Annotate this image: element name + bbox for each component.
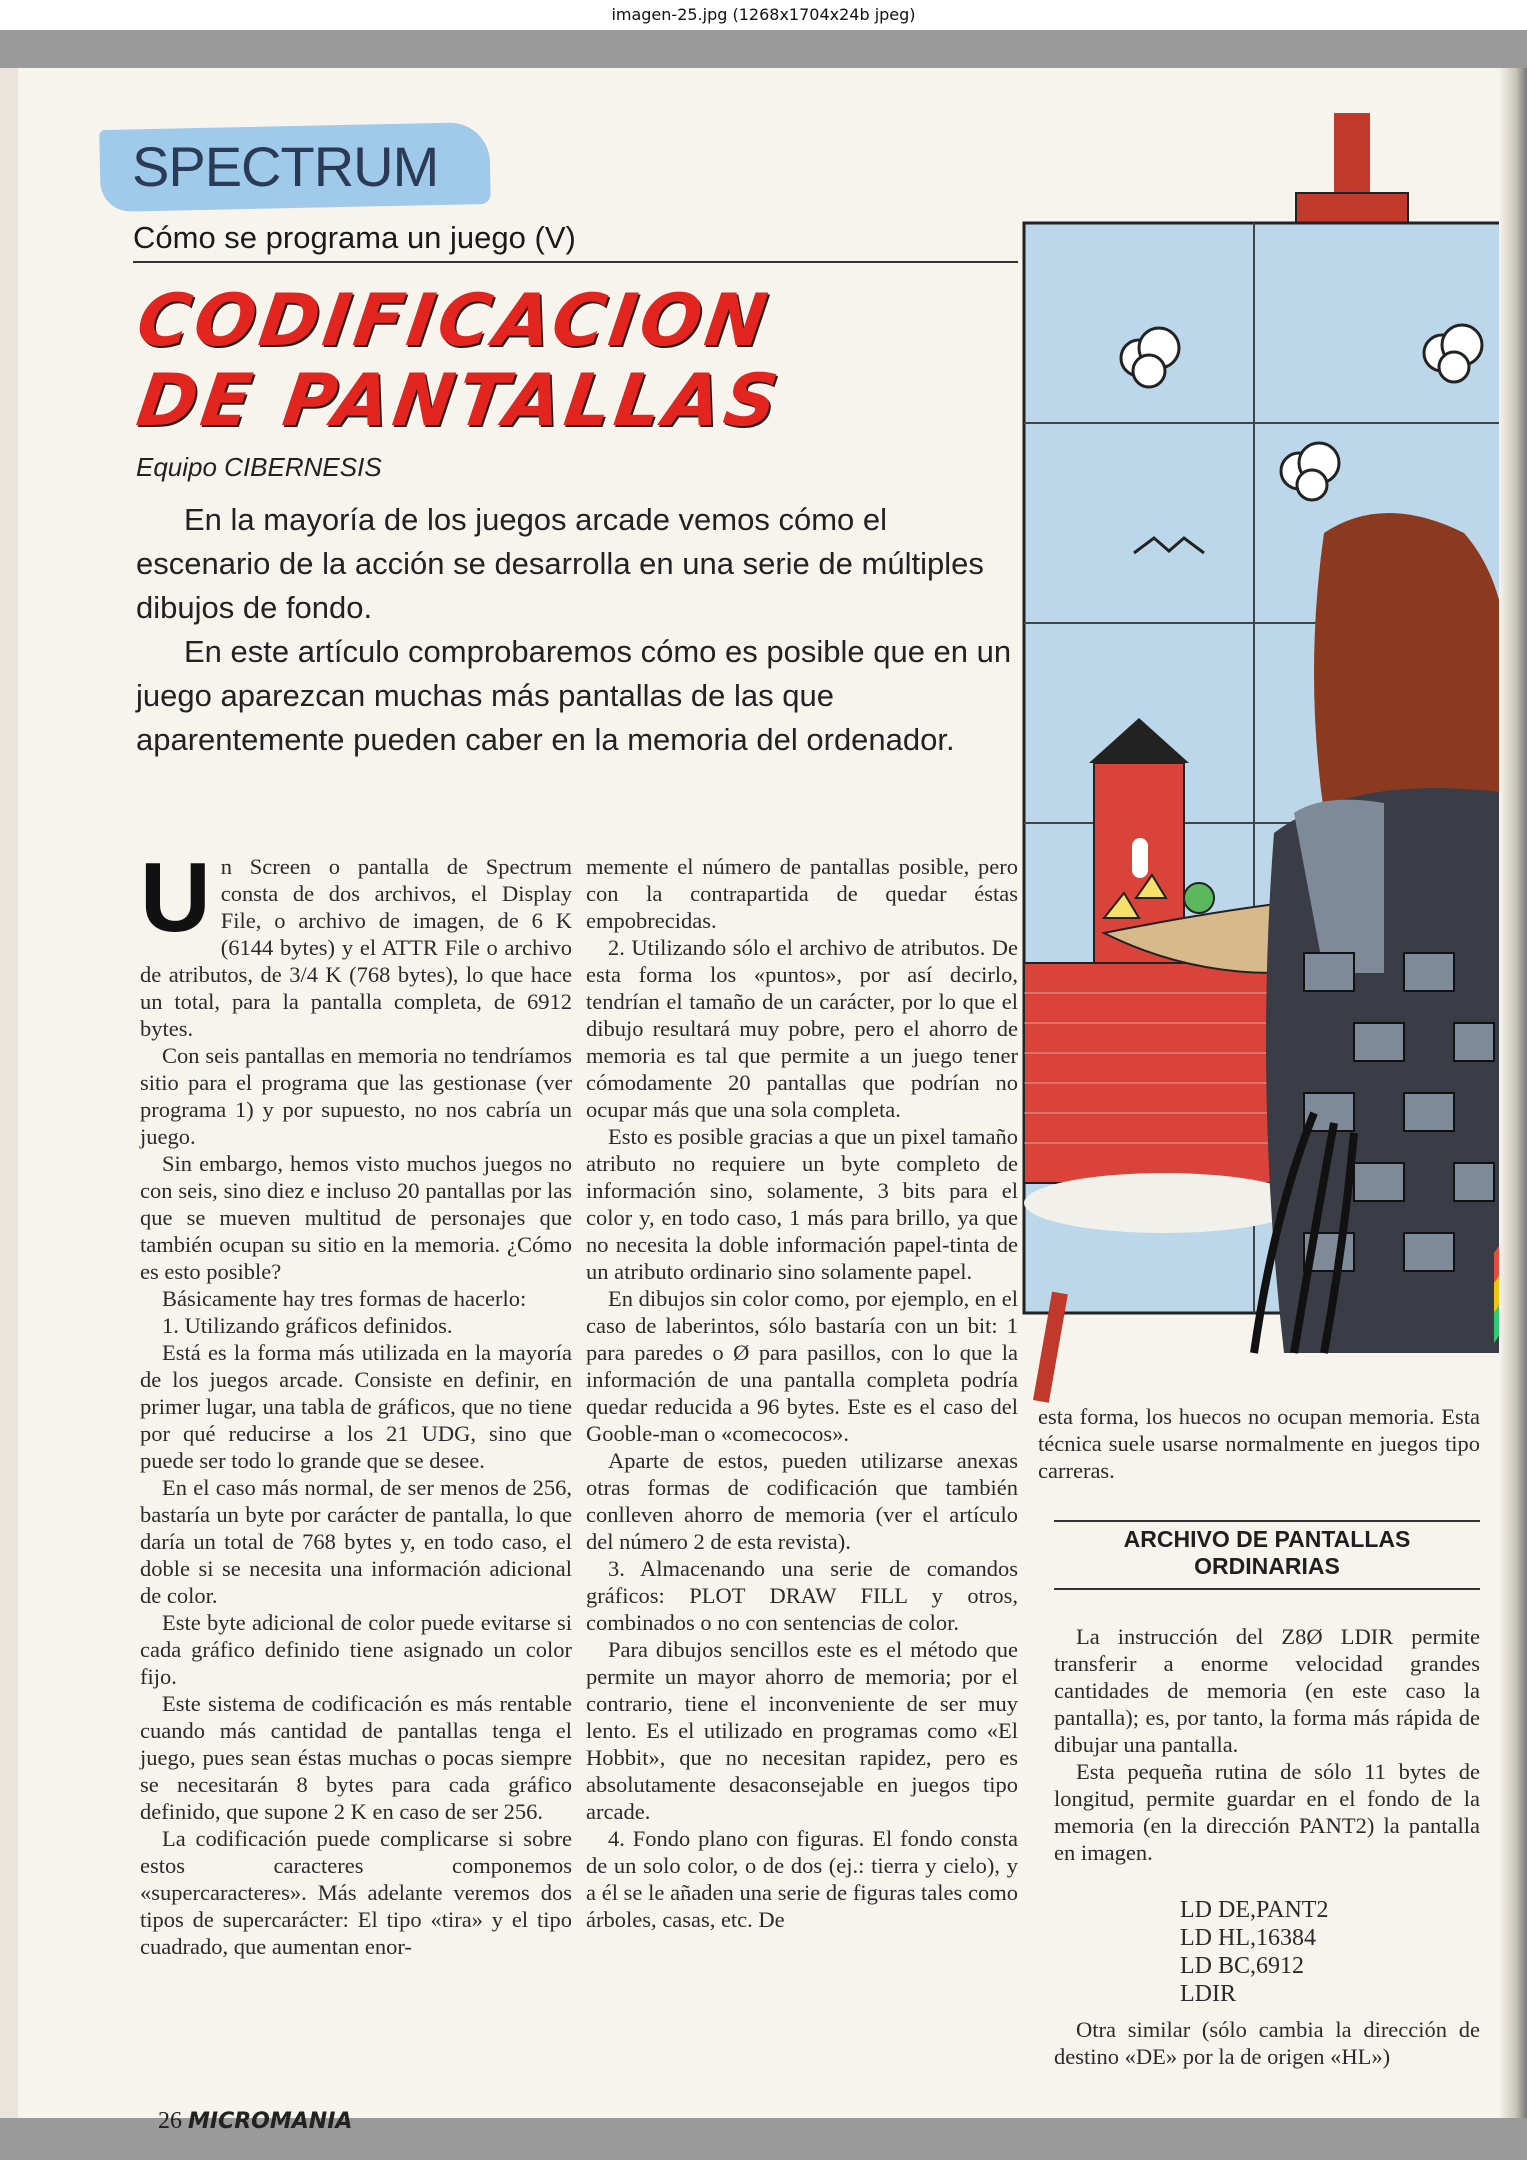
paragraph: esta forma, los huecos no ocupan memoria. Esta técnica suele usarse normalmente en juegos tipo carreras. bbox=[1038, 1404, 1480, 1483]
after-code-text bbox=[1054, 2016, 1480, 2070]
paragraph: Básicamente hay tres formas de hacerlo: bbox=[162, 1286, 527, 1311]
paragraph: 1. Utilizando gráficos definidos. bbox=[162, 1313, 453, 1338]
article-column-3 bbox=[1038, 1403, 1480, 1484]
sidebar-box-text bbox=[1054, 1623, 1480, 1866]
paragraph: Este sistema de codificación es más rentable cuando más cantidad de pantallas tenga el juego, pues sean éstas muchas o pocas siempre se necesitarán 8 bytes para cada gráfico definido, que supone 2 K en caso de ser 256. bbox=[140, 1691, 572, 1824]
water-foam bbox=[1024, 1173, 1304, 1233]
section-title: SPECTRUM bbox=[132, 135, 439, 198]
paragraph: memente el número de pantallas posible, pero con la contrapartida de quedar éstas empobrecidas. bbox=[586, 854, 1018, 933]
circle-shape bbox=[1184, 883, 1214, 913]
headline-line-2: DE PANTALLAS bbox=[132, 358, 787, 442]
paragraph: La codificación puede complicarse si sobre estos caracteres componemos «supercaracteres». Más adelante veremos dos tipos de supercarácter: El tipo «tira» y el tipo cuadrado, que aumentan enor- bbox=[140, 1826, 572, 1959]
box-divider bbox=[1054, 1520, 1480, 1522]
article-column-1 bbox=[140, 842, 572, 1960]
first-paragraph: Un Screen o pantalla de Spectrum consta de dos archivos, el Display File, o archivo de imagen, de 6 K (6144 bytes) y el ATTR File o archivo de atributos, de 3/4 K (768 bytes), lo que hace un total, para la pantalla completa, de 6912 bytes. bbox=[140, 842, 572, 1041]
window-title-bar bbox=[0, 0, 1527, 30]
code-line: LD BC,6912 bbox=[1180, 1953, 1305, 1979]
drop-cap: U bbox=[140, 842, 211, 952]
lead-paragraph: En este artículo comprobaremos cómo es posible que en un juego aparezcan muchas más pantallas de las que aparentemente pueden caber en la memoria del ordenador. bbox=[136, 634, 1012, 757]
paragraph: Otra similar (sólo cambia la dirección de destino «DE» por la de origen «HL») bbox=[1054, 2017, 1480, 2069]
paragraph: Aparte de estos, pueden utilizarse anexas otras formas de codificación que también conlleven ahorro de memoria (ver el artículo del número 2 de esta revista). bbox=[586, 1448, 1018, 1554]
person-torso bbox=[1266, 788, 1508, 1353]
paragraph: Esto es posible gracias a que un pixel tamaño atributo no requiere un byte completo de información sino, solamente, 3 bits para el color y, en todo caso, 1 más para brillo, ya que no necesita la doble información papel-tinta de un atributo ordinario sino solamente papel. bbox=[586, 1124, 1018, 1284]
paragraph: Sin embargo, hemos visto muchos juegos no con seis, sino diez e incluso 20 pantallas por las que se mueven multitud de personajes que también ocupan su sitio en la memoria. ¿Cómo es esto posible? bbox=[140, 1151, 572, 1284]
magazine-name: MICROMANIA bbox=[188, 2109, 353, 2134]
page-footer bbox=[158, 2108, 352, 2135]
paragraph: Para dibujos sencillos este es el método que permite un mayor ahorro de memoria; por el contrario, tiene el inconveniente de ser muy lento. Es el utilizado en programas como «El Hobbit», que no necesitan rapidez, pero es absolutamente desaconsejable en juegos tipo arcade. bbox=[586, 1637, 1018, 1824]
sidebar-box-title: ARCHIVO DE PANTALLAS ORDINARIAS bbox=[1123, 1526, 1411, 1579]
page-spine-shadow bbox=[1499, 68, 1527, 2118]
magazine-page bbox=[18, 68, 1508, 2134]
tower-window bbox=[1132, 838, 1148, 878]
easel-top bbox=[1334, 113, 1370, 203]
article-column-2 bbox=[586, 853, 1018, 1933]
box-divider bbox=[1054, 1588, 1480, 1590]
series-title: Cómo se programa un juego (V) bbox=[133, 220, 576, 255]
programmer-at-easel-illustration bbox=[1024, 113, 1508, 1403]
paragraph: Con seis pantallas en memoria no tendríamos sitio para el programa que las gestionase (ver programa 1) y por supuesto, no nos cabría un juego. bbox=[140, 1043, 572, 1149]
paragraph: 3. Almacenando una serie de comandos gráficos: PLOT DRAW FILL y otros, combinados o no con sentencias de color. bbox=[586, 1556, 1018, 1635]
headline-line-1: CODIFICACION bbox=[132, 278, 776, 362]
person-hair bbox=[1314, 513, 1508, 813]
code-listing bbox=[1180, 1896, 1328, 2008]
easel-crossbar bbox=[1296, 193, 1408, 223]
page-number: 26 bbox=[158, 2108, 182, 2134]
code-line: LD HL,16384 bbox=[1180, 1925, 1316, 1951]
author-byline: Equipo CIBERNESIS bbox=[136, 452, 382, 482]
title-divider bbox=[133, 261, 1018, 263]
paragraph: La instrucción del Z8Ø LDIR permite transferir a enorme velocidad grandes cantidades de memoria (en este caso la pantalla); es, por tanto, la forma más rápida de dibujar una pantalla. bbox=[1054, 1624, 1480, 1757]
paragraph: 2. Utilizando sólo el archivo de atributos. De esta forma los «puntos», por así decirlo, tendrían el tamaño de un carácter, por lo que el dibujo resultará muy pobre, pero el ahorro de memoria es tal que permite a un juego tener cómodamente 20 pantallas que podrían no ocupar más que una sola completa. bbox=[586, 935, 1018, 1122]
paragraph: En el caso más normal, de ser menos de 256, bastaría un byte por carácter de pantalla, lo que daría un total de 768 bytes y, en todo caso, el doble si se necesita una información adicional de color. bbox=[140, 1475, 572, 1608]
paragraph: En dibujos sin color como, por ejemplo, en el caso de laberintos, sólo bastaría con un bit: 1 para paredes o Ø para pasillos, con lo que la información de una pantalla completa podría quedar reducida a 96 bytes. Este es el caso del Gooble-man o «comecocos». bbox=[586, 1286, 1018, 1446]
lead-paragraphs bbox=[136, 498, 1016, 762]
paragraph: Está es la forma más utilizada en la mayoría de los juegos arcade. Consiste en definir, en primer lugar, una tabla de gráficos, que no tiene por qué reducirse a los 21 UDG, sino que puede ser todo lo grande que se desee. bbox=[140, 1340, 572, 1473]
lead-paragraph: En la mayoría de los juegos arcade vemos cómo el escenario de la acción se desarrolla en una serie de múltiples dibujos de fondo. bbox=[136, 502, 984, 625]
window-title: imagen-25.jpg (1268x1704x24b jpeg) bbox=[611, 5, 916, 24]
code-line: LD DE,PANT2 bbox=[1180, 1897, 1329, 1923]
code-line: LDIR bbox=[1180, 1981, 1236, 2007]
paragraph: Esta pequeña rutina de sólo 11 bytes de longitud, permite guardar en el fondo de la memoria (en la dirección PANT2) la pantalla en imagen. bbox=[1054, 1759, 1480, 1865]
paragraph: 4. Fondo plano con figuras. El fondo consta de un solo color, o de dos (ej.: tierra y cielo), y a él se le añaden una serie de figuras tales como árboles, casas, etc. De bbox=[586, 1826, 1018, 1932]
paragraph: Este byte adicional de color puede evitarse si cada gráfico definido tiene asignado un color fijo. bbox=[140, 1610, 572, 1689]
